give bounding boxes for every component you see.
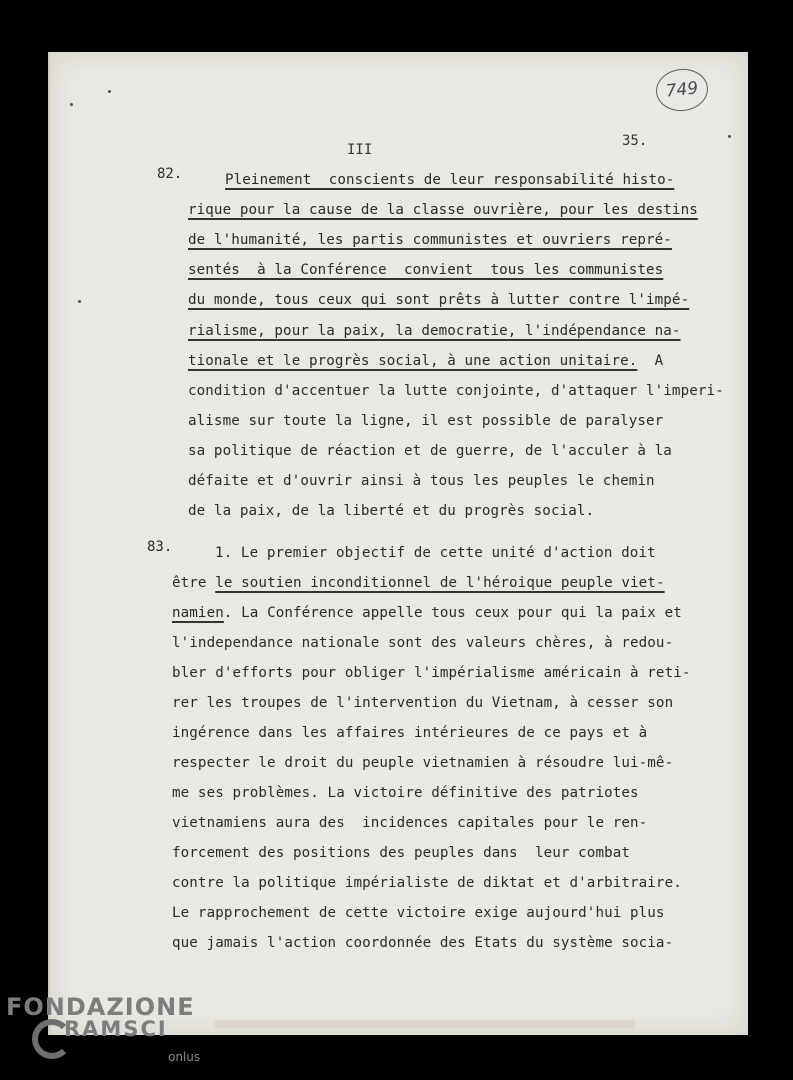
text-line	[188, 473, 655, 489]
g-logo-icon	[32, 1019, 72, 1059]
text-segment: l'independance nationale sont des valeurs chères, à redou-	[172, 635, 674, 651]
text-line	[172, 935, 673, 951]
text-segment: A	[637, 353, 664, 369]
text-line	[188, 232, 672, 248]
text-line	[188, 503, 594, 519]
text-line	[172, 725, 647, 741]
speck	[728, 135, 731, 138]
underlined-text: tionale et le progrès social, à une action unitaire.	[188, 353, 638, 369]
text-segment: ingérence dans les affaires intérieures de ce pays et à	[172, 725, 648, 741]
underlined-text: du monde, tous ceux qui sont prêts à lutter contre l'impé-	[188, 292, 690, 308]
text-line	[188, 443, 672, 459]
text-segment: rer les troupes de l'intervention du Vietnam, à cesser son	[172, 695, 674, 711]
text-segment: que jamais l'action coordonnée des Etats du système socia-	[172, 935, 674, 951]
text-line	[188, 323, 681, 339]
text-line	[215, 545, 656, 561]
text-segment: être	[172, 575, 216, 591]
underlined-text: rique pour la cause de la classe ouvrière, pour les destins	[188, 202, 698, 218]
speck	[78, 300, 81, 303]
paragraph-number-83: 83.	[147, 539, 173, 555]
text-line	[172, 905, 665, 921]
underlined-text: de l'humanité, les partis communistes et ouvriers repré-	[188, 232, 672, 248]
section-number: III	[347, 142, 373, 158]
text-line	[188, 353, 663, 369]
underlined-text: namien	[172, 605, 224, 621]
text-segment: condition d'accentuer la lutte conjointe, d'attaquer l'imperi-	[188, 383, 724, 399]
text-line	[188, 383, 724, 399]
text-segment: . La Conférence appelle tous ceux pour qui la paix et	[223, 605, 682, 621]
text-line	[172, 575, 665, 591]
page-number: 35.	[622, 133, 648, 149]
underlined-text: Pleinement conscients de leur responsabilité histo-	[225, 172, 675, 188]
text-line	[172, 815, 647, 831]
text-segment: respecter le droit du peuple vietnamien à résoudre lui-mê-	[172, 755, 674, 771]
watermark-line1: FONDAZIONE	[6, 993, 195, 1021]
text-line	[172, 785, 639, 801]
text-segment: forcement des positions des peuples dans leur combat	[172, 845, 631, 861]
text-segment: défaite et d'ouvrir ainsi à tous les peuples le chemin	[188, 473, 655, 489]
text-line	[188, 262, 663, 278]
text-line	[188, 413, 663, 429]
text-segment: alisme sur toute la ligne, il est possible de paralyser	[188, 413, 664, 429]
underlined-text: le soutien inconditionnel de l'héroique peuple viet-	[215, 575, 665, 591]
text-line	[172, 665, 691, 681]
text-line	[172, 845, 630, 861]
speck	[70, 103, 73, 106]
watermark-logo	[6, 993, 201, 1064]
text-line	[172, 755, 673, 771]
text-segment: bler d'efforts pour obliger l'impérialisme américain à reti-	[172, 665, 691, 681]
text-line	[172, 635, 673, 651]
watermark-suffix: onlus	[168, 1050, 201, 1064]
text-segment: me ses problèmes. La victoire définitive des patriotes	[172, 785, 639, 801]
text-segment: contre la politique impérialiste de diktat et d'arbitraire.	[172, 875, 682, 891]
speck	[108, 90, 111, 93]
text-segment: vietnamiens aura des incidences capitales pour le ren-	[172, 815, 648, 831]
underlined-text: sentés à la Conférence convient tous les communistes	[188, 262, 664, 278]
underlined-text: rialisme, pour la paix, la democratie, l'indépendance na-	[188, 323, 681, 339]
paragraph-number-82: 82.	[157, 166, 183, 182]
text-line	[172, 695, 673, 711]
text-segment: de la paix, de la liberté et du progrès social.	[188, 503, 595, 519]
text-line	[172, 605, 682, 621]
archive-stamp: 749	[654, 66, 710, 113]
text-segment: Le rapprochement de cette victoire exige aujourd'hui plus	[172, 905, 665, 921]
text-line	[188, 292, 689, 308]
text-line	[225, 172, 674, 188]
text-line	[172, 875, 682, 891]
text-line	[188, 202, 698, 218]
watermark-line2: RAMSCI	[64, 1017, 168, 1041]
paper-strip	[215, 1020, 635, 1028]
text-segment: 1. Le premier objectif de cette unité d'action doit	[215, 545, 656, 561]
text-segment: sa politique de réaction et de guerre, de l'acculer à la	[188, 443, 672, 459]
